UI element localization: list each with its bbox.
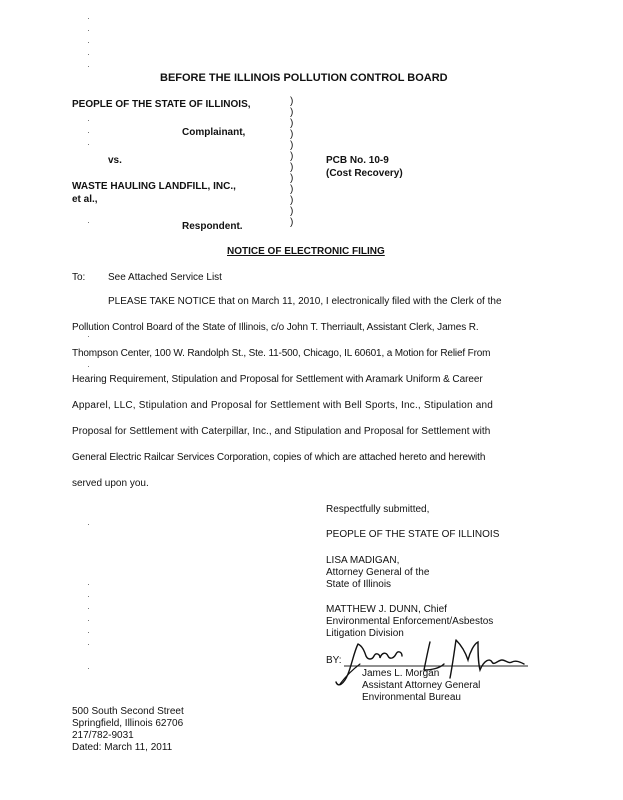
- address-line-1: 500 South Second Street: [72, 706, 184, 717]
- body-line: Pollution Control Board of the State of Illinois, c/o John T. Therriault, Assistant Clerk, James R.: [72, 322, 479, 333]
- party-name: PEOPLE OF THE STATE OF ILLINOIS: [326, 529, 500, 540]
- defendant-name: WASTE HAULING LANDFILL, INC.,: [72, 181, 236, 192]
- ag-title-1: Attorney General of the: [326, 567, 430, 578]
- body-line: served upon you.: [72, 478, 149, 489]
- notice-heading: NOTICE OF ELECTRONIC FILING: [227, 246, 385, 257]
- by-label: BY:: [326, 655, 342, 666]
- body-line: Apparel, LLC, Stipulation and Proposal for Settlement with Bell Sports, Inc., Stipulation and: [72, 400, 494, 411]
- margin-dots: [88, 18, 90, 778]
- defendant-etal: et al.,: [72, 194, 98, 205]
- signer-name: James L. Morgan: [362, 668, 440, 679]
- address-line-2: Springfield, Illinois 62706: [72, 718, 184, 729]
- to-label: To:: [72, 272, 86, 283]
- signer-title-2: Environmental Bureau: [362, 692, 461, 703]
- chief-title-2: Litigation Division: [326, 628, 404, 639]
- versus-label: vs.: [108, 155, 122, 166]
- document-title: BEFORE THE ILLINOIS POLLUTION CONTROL BOARD: [160, 72, 448, 84]
- ag-name: LISA MADIGAN,: [326, 555, 400, 566]
- case-number: PCB No. 10-9: [326, 155, 389, 166]
- body-line: General Electric Railcar Services Corporation, copies of which are attached hereto and herewith: [72, 452, 486, 463]
- caption-brackets: ) ) ) ) ) ) ) ) ) ) ) ): [290, 96, 294, 228]
- body-line: Thompson Center, 100 W. Randolph St., Ste. 11-500, Chicago, IL 60601, a Motion for Relief From: [72, 348, 491, 359]
- address-phone: 217/782-9031: [72, 730, 134, 741]
- dated-line: Dated: March 11, 2011: [72, 742, 173, 753]
- body-line: Proposal for Settlement with Caterpillar, Inc., and Stipulation and Proposal for Settlement with: [72, 426, 491, 437]
- chief-title-1: Environmental Enforcement/Asbestos: [326, 616, 494, 627]
- closing: Respectfully submitted,: [326, 504, 430, 515]
- case-note: (Cost Recovery): [326, 168, 403, 179]
- body-line: PLEASE TAKE NOTICE that on March 11, 2010, I electronically filed with the Clerk of the: [108, 296, 502, 307]
- plaintiff-role: Complainant,: [182, 127, 246, 138]
- signer-title-1: Assistant Attorney General: [362, 680, 481, 691]
- plaintiff-name: PEOPLE OF THE STATE OF ILLINOIS,: [72, 99, 251, 110]
- to-value: See Attached Service List: [108, 272, 222, 283]
- defendant-role: Respondent.: [182, 221, 243, 232]
- ag-title-2: State of Illinois: [326, 579, 392, 590]
- body-line: Hearing Requirement, Stipulation and Proposal for Settlement with Aramark Uniform & Career: [72, 374, 483, 385]
- chief-name: MATTHEW J. DUNN, Chief: [326, 604, 447, 615]
